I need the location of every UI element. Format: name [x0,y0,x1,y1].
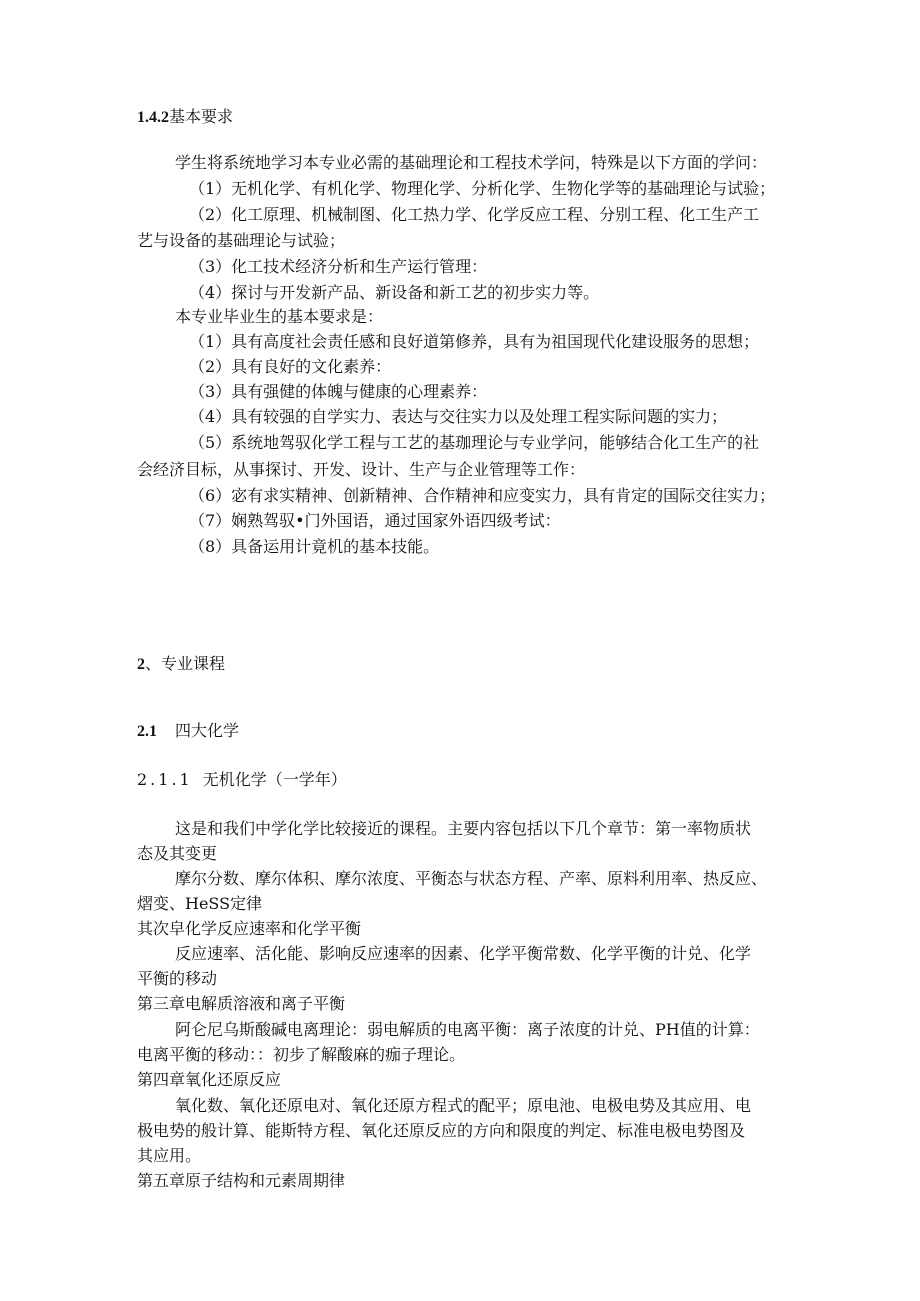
section-2-title: 、专业课程 [145,654,226,673]
content-line-3: 摩尔分数、摩尔体积、摩尔浓度、平衡态与状态方程、产率、原料利用率、热反应、 [175,869,768,888]
section-21-number: 2.1 [137,723,157,740]
content-line-4: 熠变、HeSS定律 [137,894,263,913]
graduate-item-5-cont: 会经济目标，从事探讨、开发、设计、生产与企业管理等工作： [137,460,586,479]
section-21-heading [137,720,239,743]
graduate-item-8: （8）具备运用计竟机的基本技能。 [189,537,440,556]
chapter-5-title: 第五章原子结构和元素周期律 [137,1171,346,1190]
content-line-1: 这是和我们中学化学比较接近的课程。主要内容包括以下几个章节：第一率物质状 [175,819,752,838]
graduate-item-6: （6）宓有求实精神、创新精神、合作精神和应变实力，具有肯定的国际交往实力； [189,486,776,505]
section-21-title: 四大化学 [175,721,240,740]
content-line-7: 平衡的移动 [137,969,218,988]
knowledge-item-2-cont: 艺与设备的基础理论与试验； [137,231,346,250]
graduate-item-3: （3）具有强健的体魄与健康的心理素养： [189,382,488,401]
graduate-intro: 本专业毕业生的基本要求是： [175,307,384,326]
chapter-4-title: 第四章氧化还原反应 [137,1070,282,1089]
knowledge-item-4: （4）探讨与开发新产品、新设备和新工艺的初步实力等。 [189,283,600,302]
graduate-item-1: （1）具有高度社会责任感和良好道第修养，具有为祖国现代化建设服务的思想； [189,332,760,351]
content-line-10: 电离平衡的移动：：初步了解酸麻的痂子理论。 [137,1045,466,1064]
chapter-2-title: 其次皁化学反应速率和化学平衡 [137,919,362,938]
section-142-number: 1.4.2 [137,109,169,126]
section-142-title: 基本要求 [169,107,234,126]
content-line-13: 极电势的般计算、能斯特方程、氧化还原反应的方向和限度的判定、标准电极电势图及 [137,1121,746,1140]
content-line-14: 其应用。 [137,1146,202,1165]
content-line-2: 态及其变更 [137,844,218,863]
graduate-item-2: （2）具有良好的文化素养： [189,357,392,376]
graduate-item-4: （4）具有较强的自学实力、表达与交往实力以及处理工程实际问题的实力； [189,407,728,426]
graduate-item-5: （5）系统地驾驭化学工程与工艺的基珈理论与专业学问，能够结合化工生产的社 [189,433,760,452]
knowledge-intro: 学生将系统地学习本专业必需的基础理论和工程技术学问，特殊是以下方面的学问： [175,153,768,172]
knowledge-item-2: （2）化工原理、机械制图、化工热力学、化学反应工程、分别工程、化工生产工 [189,205,760,224]
content-line-12: 氧化数、氧化还原电对、氧化还原方程式的配平；原电池、电极电势及其应用、电 [175,1096,752,1115]
content-line-6: 反应速率、活化能、影响反应速率的因素、化学平衡常数、化学平衡的计兑、化学 [175,944,752,963]
content-line-9: 阿仑尼乌斯酸碱电离理论：弱电解质的电离平衡：离子浓度的计兑、PH值的计算： [175,1020,760,1039]
section-211-number: 2.1.1 [137,770,193,789]
knowledge-item-3: （3）化工技术经济分析和生产运行管理： [189,257,488,276]
section-211-heading [137,769,347,791]
section-2-heading [137,653,225,676]
knowledge-item-1: （1）无机化学、有机化学、物理化学、分析化学、生物化学等的基础理论与试验； [189,179,776,198]
section-211-title: 无机化学（一学年） [202,770,347,789]
section-142-heading [137,106,233,129]
section-2-number: 2 [137,656,145,673]
graduate-item-7: （7）娴熟驾驭•门外国语，通过国家外语四级考试： [189,511,561,530]
chapter-3-title: 第三章电解质溶液和离子平衡 [137,994,346,1013]
